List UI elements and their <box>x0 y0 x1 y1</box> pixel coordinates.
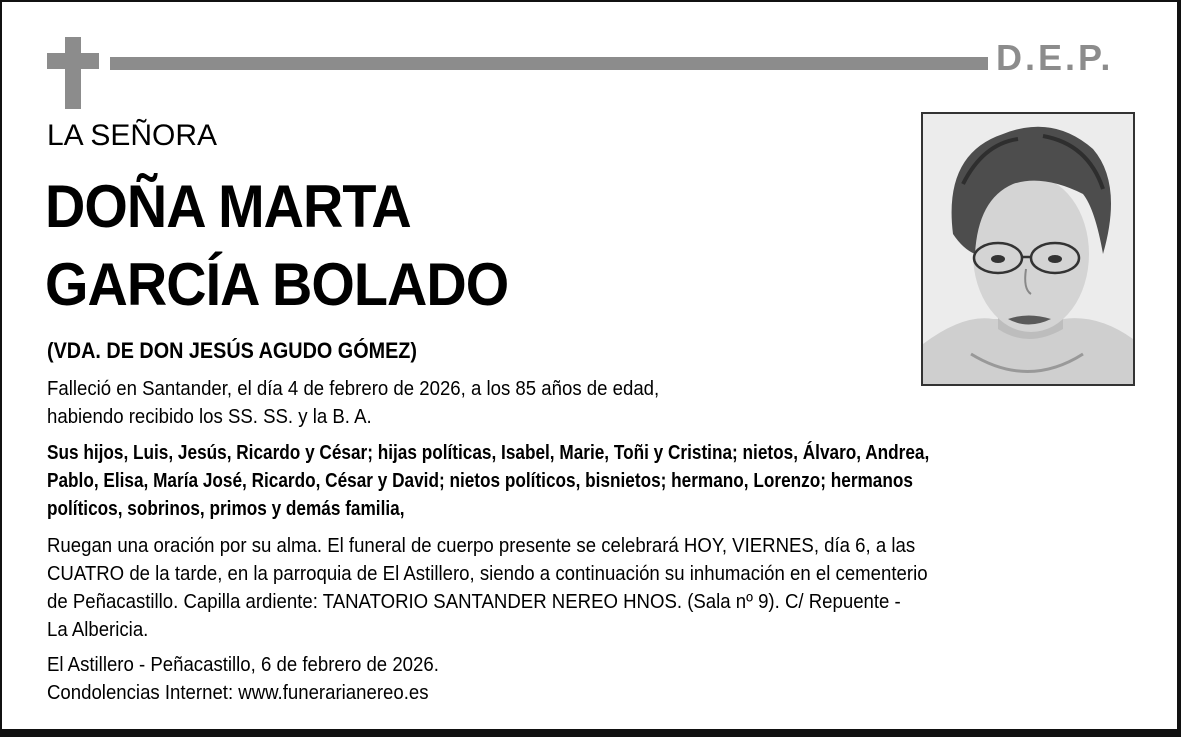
family-list-line: Sus hijos, Luis, Jesús, Ricardo y César; hijas políticas, Isabel, Marie, Toñi y Cristina; nietos, Álvaro, Andrea, <box>47 442 930 464</box>
family-list <box>47 439 929 523</box>
portrait-photo-drawing <box>923 114 1133 384</box>
death-details <box>47 375 659 431</box>
cross-icon-vertical <box>65 37 81 109</box>
widow-of-line: (VDA. DE DON JESÚS AGUDO GÓMEZ) <box>47 338 417 363</box>
death-details-line: habiendo recibido los SS. SS. y la B. A. <box>47 406 372 428</box>
deceased-name-line-2: GARCÍA BOLADO <box>45 251 509 318</box>
family-list-line: políticos, sobrinos, primos y demás familia, <box>47 498 405 520</box>
dep-label: D.E.P. <box>996 37 1114 78</box>
closing-info <box>47 651 439 707</box>
funeral-details-line: de Peñacastillo. Capilla ardiente: TANATORIO SANTANDER NEREO HNOS. (Sala nº 9). C/ Repuente - <box>47 591 901 613</box>
funeral-details-line: La Albericia. <box>47 619 149 641</box>
condolences-line: Condolencias Internet: www.funerarianereo.es <box>47 682 429 704</box>
cross-icon-horizontal <box>47 53 99 69</box>
title-prefix: LA SEÑORA <box>47 119 218 152</box>
funeral-details-line: Ruegan una oración por su alma. El funeral de cuerpo presente se celebrará HOY, VIERNES, día 6, a las <box>47 535 916 557</box>
funeral-details-line: CUATRO de la tarde, en la parroquia de El Astillero, siendo a continuación su inhumación en el cementerio <box>47 563 928 585</box>
header-rule <box>110 57 988 70</box>
deceased-name <box>45 168 508 324</box>
deceased-name-line-1: DOÑA MARTA <box>45 173 411 240</box>
place-date: El Astillero - Peñacastillo, 6 de febrero de 2026. <box>47 654 439 676</box>
funeral-details <box>47 532 928 644</box>
portrait-photo <box>921 112 1135 386</box>
death-details-line: Falleció en Santander, el día 4 de febrero de 2026, a los 85 años de edad, <box>47 378 660 400</box>
family-list-line: Pablo, Elisa, María José, Ricardo, César y David; nietos políticos, bisnietos; hermano, Lorenzo; hermanos <box>47 470 913 492</box>
